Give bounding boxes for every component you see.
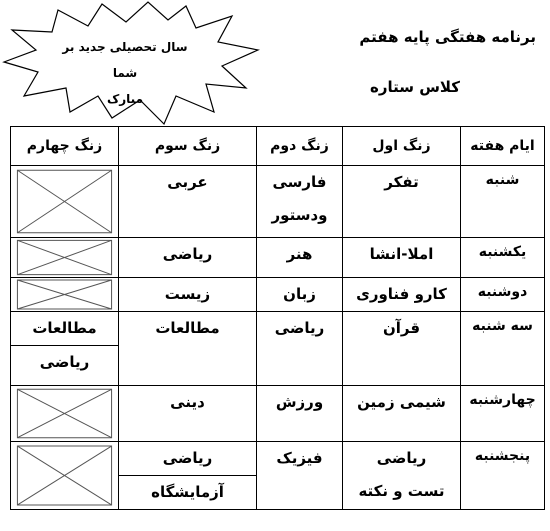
period-3-cell bbox=[119, 238, 257, 278]
greeting-line-2: مبارک bbox=[106, 92, 144, 106]
period-1-cell bbox=[343, 442, 461, 510]
period-1-cell bbox=[343, 278, 461, 312]
day-cell: یکشنبه bbox=[461, 238, 545, 278]
day-cell: دوشنبه bbox=[461, 278, 545, 312]
subject-text: ریاضی bbox=[11, 345, 118, 379]
subject-text: فیزیک bbox=[276, 449, 323, 467]
table-row bbox=[11, 278, 545, 312]
subject-text: دینی bbox=[170, 393, 205, 411]
period-1-cell bbox=[343, 386, 461, 442]
header-row bbox=[11, 127, 545, 166]
subject-text: املا-انشا bbox=[369, 245, 434, 263]
day-cell: شنبه bbox=[461, 166, 545, 238]
subject-text: هنر bbox=[286, 245, 313, 263]
schedule-table bbox=[10, 126, 545, 510]
table-row bbox=[11, 312, 545, 386]
col-header-period-2: زنگ دوم bbox=[257, 127, 343, 166]
subject-text: زیست bbox=[164, 285, 211, 303]
subject-text: مطالعات bbox=[32, 319, 97, 337]
period-3-cell bbox=[119, 312, 257, 386]
subject-text: زبان bbox=[283, 285, 316, 303]
period-3-cell bbox=[119, 386, 257, 442]
page-title: برنامه هفتگی پایه هفتم bbox=[359, 28, 536, 46]
class-name: کلاس ستاره bbox=[369, 78, 460, 96]
period-2-cell bbox=[257, 166, 343, 238]
col-header-period-4: زنگ چهارم bbox=[11, 127, 119, 166]
cross-icon bbox=[11, 238, 118, 277]
table-row bbox=[11, 386, 545, 442]
col-header-period-1: زنگ اول bbox=[343, 127, 461, 166]
period-1-cell bbox=[343, 312, 461, 386]
cross-icon bbox=[11, 278, 118, 311]
empty-period-cell bbox=[11, 442, 119, 510]
empty-period-cell bbox=[11, 166, 119, 238]
period-2-cell bbox=[257, 312, 343, 386]
empty-period-cell bbox=[11, 238, 119, 278]
subject-text: ورزش bbox=[275, 393, 324, 411]
empty-period-cell bbox=[11, 386, 119, 442]
subject-text: ریاضی bbox=[376, 449, 427, 467]
subject-text: ریاضی bbox=[162, 245, 213, 263]
subject-text: کارو فناوری bbox=[356, 285, 447, 303]
greeting-line-1: سال تحصیلی جدید بر شما bbox=[62, 40, 188, 80]
subject-text: قرآن bbox=[382, 319, 421, 337]
greeting-text bbox=[50, 34, 200, 112]
subject-text: ریاضی bbox=[162, 449, 213, 467]
subject-text: ریاضی bbox=[274, 319, 325, 337]
period-3-cell bbox=[119, 166, 257, 238]
period-2-cell bbox=[257, 442, 343, 510]
subject-text: شیمی زمین bbox=[357, 393, 446, 411]
period-3-cell bbox=[119, 278, 257, 312]
cross-icon bbox=[11, 166, 118, 237]
subject-text: ودستور bbox=[271, 206, 328, 224]
cross-icon bbox=[11, 386, 118, 441]
subject-text: عربی bbox=[167, 173, 208, 191]
period-3-cell bbox=[119, 442, 257, 510]
day-cell: پنجشنبه bbox=[461, 442, 545, 510]
day-cell: سه شنبه bbox=[461, 312, 545, 386]
period-2-cell bbox=[257, 278, 343, 312]
period-1-cell bbox=[343, 166, 461, 238]
period-2-cell bbox=[257, 238, 343, 278]
table-row bbox=[11, 166, 545, 238]
period-2-cell bbox=[257, 386, 343, 442]
day-cell: چهارشنبه bbox=[461, 386, 545, 442]
period-4-cell bbox=[11, 312, 119, 386]
period-1-cell bbox=[343, 238, 461, 278]
subject-text: فارسی bbox=[272, 173, 327, 191]
subject-text: تست و نکته bbox=[358, 482, 445, 500]
table-row bbox=[11, 238, 545, 278]
col-header-period-3: زنگ سوم bbox=[119, 127, 257, 166]
col-header-day: ایام هفته bbox=[461, 127, 545, 166]
subject-text: آزمایشگاه bbox=[119, 475, 256, 509]
cross-icon bbox=[11, 442, 118, 509]
subject-text: تفکر bbox=[384, 173, 419, 191]
subject-text: مطالعات bbox=[155, 319, 220, 337]
empty-period-cell bbox=[11, 278, 119, 312]
table-row bbox=[11, 442, 545, 510]
